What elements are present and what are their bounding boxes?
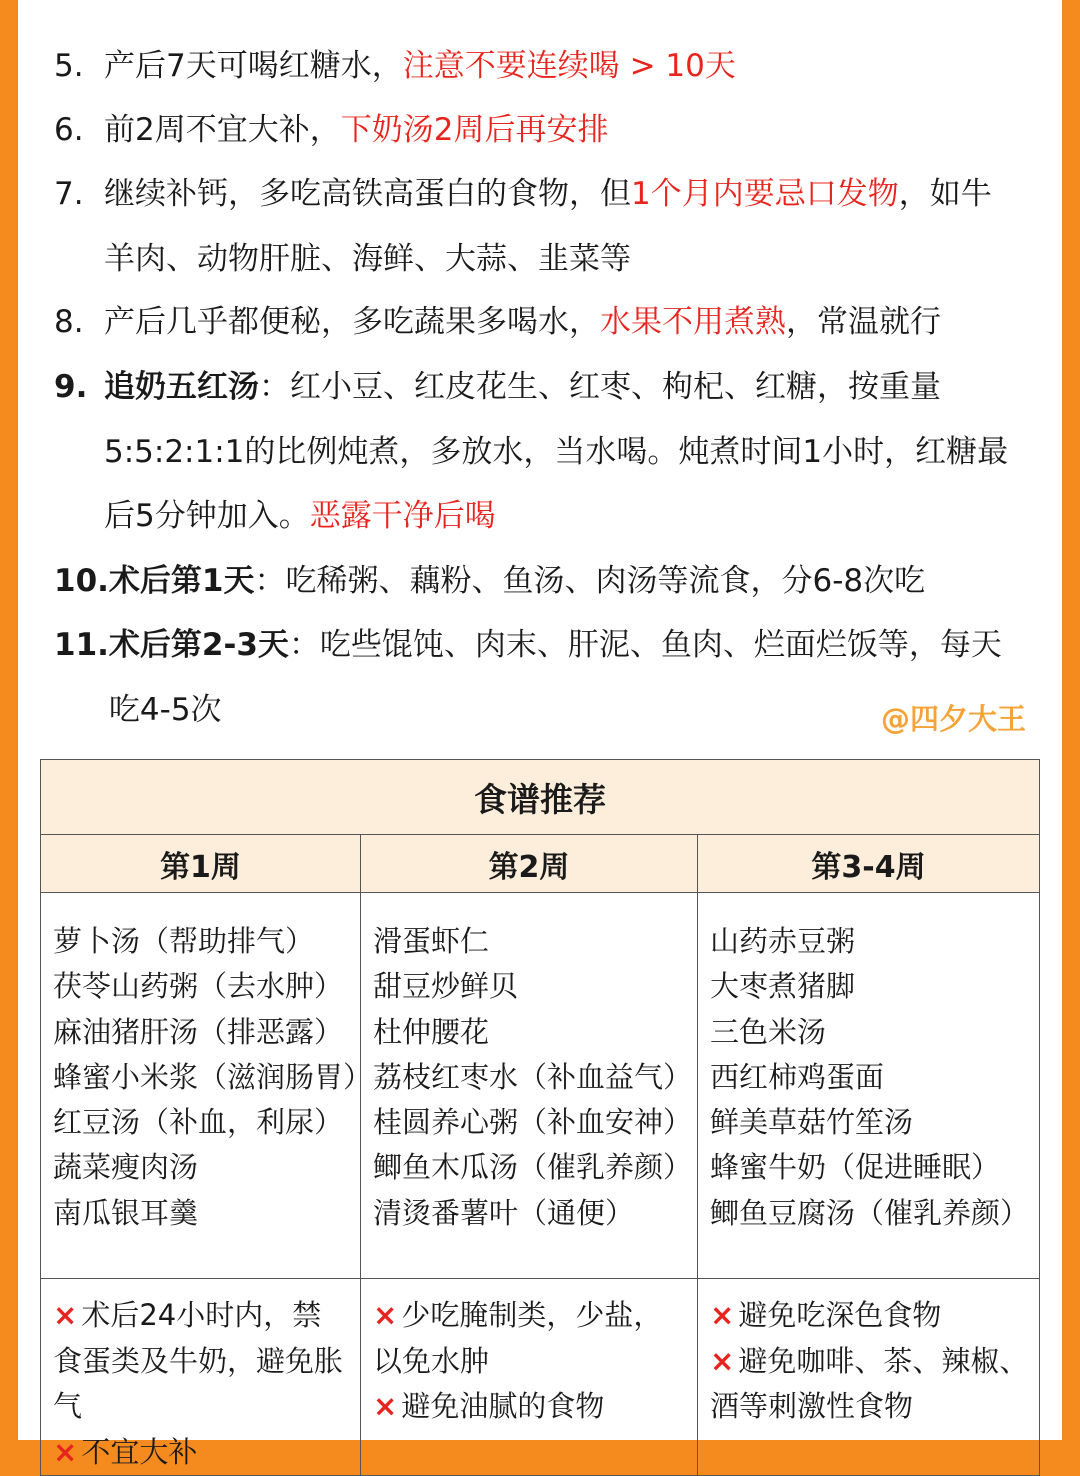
- week-2-warnings: [361, 1279, 698, 1476]
- tip-text: [104, 355, 1014, 549]
- highlight-text: 1个月内要忌口发物: [631, 176, 899, 212]
- warning-item: × 术后24小时内，禁食蛋类及牛奶，避免胀气: [53, 1298, 344, 1423]
- dish-item: 清烫番薯叶（通便）: [373, 1195, 635, 1230]
- week-1-warnings: [41, 1279, 361, 1476]
- tip-text: [104, 162, 1014, 291]
- tip-text: [109, 549, 1014, 614]
- dish-item: 萝卜汤（帮助排气）: [53, 924, 315, 958]
- dish-item: 鲫鱼豆腐汤（催乳养颜）: [710, 1195, 1030, 1230]
- tip-segment: 前2周不宜大补，: [104, 112, 341, 148]
- tip-text: [104, 290, 1014, 355]
- warning-item: × 不宜大补: [53, 1434, 198, 1469]
- tip-number: 11.: [54, 627, 109, 663]
- dish-item: 鲫鱼木瓜汤（催乳养颜）: [373, 1150, 693, 1185]
- dish-item: 滑蛋虾仁: [373, 924, 490, 958]
- week-3-4-dishes: [698, 893, 1040, 1279]
- dish-item: 茯苓山药粥（去水肿）: [53, 969, 344, 1004]
- tip-item: [54, 549, 1014, 614]
- tip-segment: ：吃稀粥、藕粉、鱼汤、肉汤等流食，分6-8次吃: [254, 563, 926, 599]
- page: [18, 0, 1062, 1469]
- tip-segment: ：红小豆、红皮花生、红枣、枸杞、红糖，按重量5:5:2:1:1的比例炖煮，多放水，当水喝。炖煮时间1小时，红糖最后5分钟加入。: [104, 369, 1009, 534]
- dish-item: 西红柿鸡蛋面: [710, 1059, 885, 1094]
- tip-segment: 产后几乎都便秘，多吃蔬果多喝水，: [104, 304, 600, 340]
- highlight-text: 水果不用煮熟: [600, 304, 786, 340]
- week-2-dishes: [361, 893, 698, 1279]
- tip-number: 5.: [54, 48, 84, 84]
- dish-item: 南瓜银耳羹: [53, 1195, 199, 1230]
- tip-heading: 术后第2-3天: [108, 627, 289, 663]
- dish-item: 鲜美草菇竹笙汤: [710, 1105, 914, 1140]
- tip-number: 6.: [54, 112, 84, 148]
- dish-item: 蔬菜瘦肉汤: [53, 1150, 199, 1185]
- tip-item: [54, 613, 1014, 742]
- cross-icon: ×: [373, 1389, 398, 1423]
- cross-icon: ×: [373, 1298, 398, 1332]
- tip-segment: ：吃些馄饨、肉末、肝泥、鱼肉、烂面烂饭等，每天吃4-5次: [108, 627, 1002, 728]
- tip-item: [54, 34, 1014, 99]
- highlight-text: 恶露干净后喝: [309, 498, 496, 534]
- tip-segment: 继续补钙，多吃高铁高蛋白的食物，但: [104, 176, 631, 212]
- dish-item: 大枣煮猪脚: [710, 969, 856, 1004]
- dish-item: 桂圆养心粥（补血安神）: [373, 1105, 693, 1140]
- week-2-header: 第2周: [361, 835, 698, 893]
- warning-item: × 避免咖啡、茶、辣椒、酒等刺激性食物: [710, 1343, 1029, 1423]
- tip-segment: ，常温就行: [786, 304, 941, 340]
- tip-segment: ，如牛羊肉、动物肝脏、海鲜、大蒜、韭菜等: [104, 176, 992, 277]
- week-3-4-warnings: [698, 1279, 1040, 1476]
- tip-item: [54, 98, 1014, 163]
- cross-icon: ×: [710, 1343, 735, 1378]
- tip-number: 10.: [54, 563, 109, 599]
- warning-item: × 少吃腌制类，少盐，以免水肿: [373, 1298, 663, 1378]
- week-1-header: 第1周: [41, 835, 361, 893]
- dish-item: 红豆汤（补血，利尿）: [53, 1105, 344, 1140]
- dish-item: 荔枝红枣水（补血益气）: [373, 1059, 693, 1094]
- week-3-4-header: 第3-4周: [698, 835, 1040, 893]
- highlight-text: 注意不要连续喝 > 10天: [402, 48, 736, 84]
- warning-item: × 避免吃深色食物: [710, 1298, 942, 1332]
- tip-heading: 追奶五红汤: [104, 369, 259, 405]
- cross-icon: ×: [53, 1298, 78, 1332]
- tip-item: [54, 162, 1014, 291]
- dish-item: 蜂蜜牛奶（促进睡眠）: [710, 1150, 1001, 1185]
- tip-text: [104, 34, 1014, 99]
- tip-heading: 术后第1天: [108, 563, 255, 599]
- warning-item: × 避免油腻的食物: [373, 1389, 605, 1423]
- dish-item: 麻油猪肝汤（排恶露）: [53, 1014, 344, 1049]
- tip-number: 7.: [54, 176, 84, 212]
- tip-text: [104, 98, 1014, 163]
- tip-item: [54, 290, 1014, 355]
- tip-number: 9.: [54, 369, 88, 405]
- recipe-table: [40, 759, 1040, 1476]
- tip-number: 8.: [54, 304, 84, 340]
- recipe-table-title: 食谱推荐: [41, 760, 1040, 835]
- tip-item: [54, 355, 1014, 549]
- cross-icon: ×: [53, 1434, 78, 1469]
- week-1-dishes: [41, 893, 373, 1279]
- tip-text: [109, 613, 1014, 742]
- author-watermark: @四夕大王: [880, 702, 1026, 736]
- highlight-text: 下奶汤2周后再安排: [340, 112, 609, 148]
- tip-segment: 产后7天可喝红糖水，: [104, 48, 403, 84]
- dish-item: 甜豆炒鲜贝: [373, 969, 519, 1004]
- dish-item: 蜂蜜小米浆（滋润肠胃）: [53, 1059, 373, 1094]
- dish-item: 三色米汤: [710, 1014, 827, 1049]
- cross-icon: ×: [710, 1298, 735, 1332]
- dish-item: 杜仲腰花: [373, 1014, 490, 1049]
- dish-item: 山药赤豆粥: [710, 924, 856, 958]
